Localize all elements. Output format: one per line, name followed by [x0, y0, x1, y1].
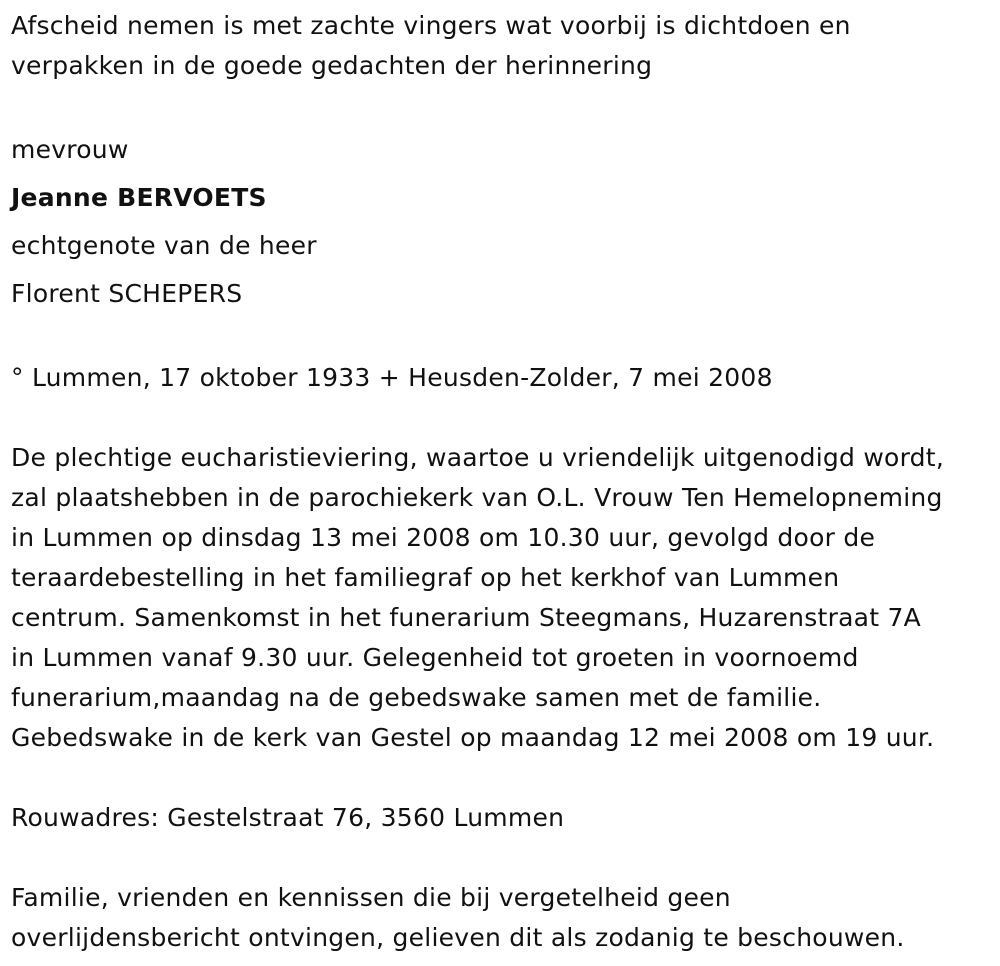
closing-line-1: Familie, vrienden en kennissen die bij vergetelheid geen	[11, 883, 731, 912]
ceremony-line: teraardebestelling in het familiegraf op het kerkhof van Lummen	[11, 563, 840, 592]
ceremony-line: Gebedswake in de kerk van Gestel op maandag 12 mei 2008 om 19 uur.	[11, 723, 935, 752]
spacer	[11, 398, 991, 438]
motto-line-2: verpakken in de goede gedachten der herinnering	[11, 51, 653, 80]
birth-death-dates: ° Lummen, 17 oktober 1933 + Heusden-Zolder, 7 mei 2008	[11, 363, 773, 392]
deceased-relation: echtgenote van de heer	[11, 231, 317, 260]
closing-line-2: overlijdensbericht ontvingen, gelieven dit als zodanig te beschouwen.	[11, 923, 905, 952]
spacer	[11, 838, 991, 878]
ceremony-line: zal plaatshebben in de parochiekerk van O.L. Vrouw Ten Hemelopneming	[11, 483, 943, 512]
spacer	[11, 758, 991, 798]
ceremony-line: funerarium,maandag na de gebedswake samen met de familie.	[11, 683, 822, 712]
spacer	[11, 318, 991, 358]
ceremony-line: in Lummen vanaf 9.30 uur. Gelegenheid tot groeten in voornoemd	[11, 643, 859, 672]
motto-line-1: Afscheid nemen is met zachte vingers wat voorbij is dichtdoen en	[11, 11, 851, 40]
obituary-notice	[11, 6, 991, 958]
spacer	[11, 86, 991, 126]
ceremony-line: centrum. Samenkomst in het funerarium Steegmans, Huzarenstraat 7A	[11, 603, 921, 632]
mourning-address: Rouwadres: Gestelstraat 76, 3560 Lummen	[11, 803, 565, 832]
ceremony-line: in Lummen op dinsdag 13 mei 2008 om 10.30 uur, gevolgd door de	[11, 523, 876, 552]
spouse-name: Florent SCHEPERS	[11, 279, 243, 308]
deceased-name: Jeanne BERVOETS	[11, 183, 267, 212]
ceremony-line: De plechtige eucharistieviering, waartoe u vriendelijk uitgenodigd wordt,	[11, 443, 945, 472]
deceased-title: mevrouw	[11, 135, 129, 164]
ceremony-paragraph	[11, 438, 991, 758]
